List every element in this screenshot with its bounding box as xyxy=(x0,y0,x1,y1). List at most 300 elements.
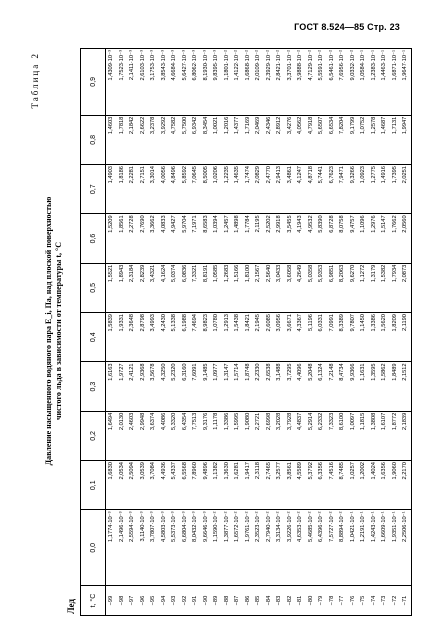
temperature-cell: −77 xyxy=(337,586,348,616)
pressure-cell: 6,9851 xyxy=(327,263,338,312)
temperature-cell: −94 xyxy=(159,586,170,616)
pressure-cell: 6,4354 xyxy=(180,411,191,460)
pressure-cell: 4,8718 xyxy=(306,165,317,214)
temperature-cell: −76 xyxy=(348,586,359,616)
pressure-cell: 1,7934 xyxy=(390,263,401,312)
pressure-cell: 5,3792 xyxy=(306,461,317,510)
pressure-cell: 7,8960 xyxy=(190,461,201,510)
pressure-cell: 3,3134·10⁻² xyxy=(274,510,285,586)
pressure-cell: 2,3523·10⁻² xyxy=(253,510,264,586)
pressure-cell: 9,7807 xyxy=(348,313,359,362)
pressure-cell: 2,2506·10⁻¹ xyxy=(400,510,411,586)
pressure-cell: 9,6270 xyxy=(348,263,359,312)
pressure-cell: 6,0331 xyxy=(316,313,327,362)
pressure-cell: 8,0432·10⁻³ xyxy=(190,510,201,586)
table-row xyxy=(274,49,285,616)
pressure-cell: 9,3266 xyxy=(348,165,359,214)
pressure-cell: 3,8561 xyxy=(285,461,296,510)
column-header: 0,3 xyxy=(81,362,106,411)
pressure-cell: 1,0206 xyxy=(211,165,222,214)
pressure-cell: 8,6100 xyxy=(337,411,348,460)
temperature-cell: −91 xyxy=(190,586,201,616)
pressure-cell: 2,7940·10⁻² xyxy=(264,510,275,586)
column-header: 0,4 xyxy=(81,313,106,362)
pressure-cell: 7,1971 xyxy=(190,214,201,263)
pressure-cell: 4,3367 xyxy=(295,313,306,362)
pressure-cell: 1,3595 xyxy=(369,362,380,411)
pressure-cell: 1,8561 xyxy=(117,214,128,263)
pressure-cell: 2,5202 xyxy=(264,214,275,263)
pressure-cell: 2,3118 xyxy=(253,461,264,510)
pressure-cell: 6,0836 xyxy=(180,263,191,312)
pressure-cell: 5,2048 xyxy=(306,362,317,411)
pressure-cell: 2,0109·10⁻² xyxy=(253,49,264,116)
pressure-cell: 1,1382 xyxy=(211,461,222,510)
table-row xyxy=(390,49,401,616)
pressure-cell: 1,7818 xyxy=(117,115,128,164)
table-row xyxy=(337,49,348,616)
pressure-cell: 1,0752 xyxy=(358,115,369,164)
table-row xyxy=(169,49,180,616)
table-row xyxy=(117,49,128,616)
table-row xyxy=(400,49,411,616)
pressure-cell: 7,8204 xyxy=(337,115,348,164)
temperature-cell: −97 xyxy=(127,586,138,616)
caption-line-2: чистого льда в зависимости от температуры t, °С xyxy=(54,241,63,421)
pressure-cell: 2,5094 xyxy=(127,461,138,510)
pressure-cell: 3,9226·10⁻² xyxy=(285,510,296,586)
pressure-cell: 2,2170 xyxy=(400,461,411,510)
pressure-cell: 2,1190 xyxy=(400,313,411,362)
pressure-cell: 2,8798 xyxy=(138,313,149,362)
pressure-cell: 7,5727·10⁻² xyxy=(327,510,338,586)
pressure-cell: 9,1799 xyxy=(348,115,359,164)
pressure-cell: 4,0833 xyxy=(159,214,170,263)
pressure-cell: 3,6671 xyxy=(285,313,296,362)
pressure-cell: 7,6091 xyxy=(190,362,201,411)
pressure-cell: 7,2148 xyxy=(327,362,338,411)
pressure-cell: 1,0257 xyxy=(348,461,359,510)
pressure-cell: 2,6103·10⁻³ xyxy=(138,49,149,116)
pressure-cell: 1,8943 xyxy=(117,263,128,312)
pressure-cell: 1,7523·10⁻³ xyxy=(117,49,128,116)
pressure-cell: 8,4734 xyxy=(337,362,348,411)
pressure-cell: 1,2235 xyxy=(222,165,233,214)
pressure-cell: 4,0056 xyxy=(159,165,170,214)
table-row xyxy=(379,49,390,616)
pressure-cell: 1,7131 xyxy=(390,115,401,164)
pressure-cell: 1,5620 xyxy=(379,313,390,362)
temperature-cell: −85 xyxy=(253,586,264,616)
pressure-cell: 3,7295 xyxy=(285,362,296,411)
pressure-cell: 1,4377 xyxy=(232,115,243,164)
pressure-cell: 8,8894·10⁻² xyxy=(337,510,348,586)
pressure-cell: 1,5209 xyxy=(106,214,117,263)
temperature-cell: −96 xyxy=(138,586,149,616)
pressure-cell: 9,4896 xyxy=(201,461,212,510)
pressure-cell: 1,3877·10⁻² xyxy=(222,510,233,586)
pressure-cell: 1,7784 xyxy=(243,214,254,263)
pressure-cell: 2,3929·10⁻² xyxy=(264,49,275,116)
pressure-cell: 1,5714 xyxy=(232,362,243,411)
column-header: 0,5 xyxy=(81,263,106,312)
pressure-cell: 5,3320 xyxy=(169,411,180,460)
table-row xyxy=(180,49,191,616)
pressure-cell: 5,7441 xyxy=(316,165,327,214)
temperature-cell: −80 xyxy=(306,586,317,616)
pressure-cell: 3,4276 xyxy=(285,115,296,164)
pressure-cell: 1,6163 xyxy=(106,362,117,411)
pressure-cell: 1,2775 xyxy=(369,165,380,214)
pressure-cell: 6,1988 xyxy=(180,313,191,362)
pressure-cell: 2,4770 xyxy=(264,165,275,214)
pressure-cell: 4,7582 xyxy=(169,115,180,164)
pressure-cell: 8,7485 xyxy=(337,461,348,510)
pressure-cell: 6,6534 xyxy=(327,115,338,164)
table-row xyxy=(211,49,222,616)
table-row xyxy=(295,49,306,616)
pressure-cell: 2,1945 xyxy=(253,313,264,362)
column-header: 0,0 xyxy=(81,510,106,586)
pressure-cell: 7,4516 xyxy=(327,461,338,510)
pressure-cell: 1,3147 xyxy=(222,362,233,411)
pressure-cell: 2,0130 xyxy=(117,411,128,460)
pressure-cell: 1,2002 xyxy=(358,461,369,510)
pressure-cell: 4,6353·10⁻² xyxy=(295,510,306,586)
pressure-cell: 1,5382 xyxy=(379,263,390,312)
table-row xyxy=(327,49,338,616)
pressure-cell: 8,0758 xyxy=(337,214,348,263)
table-row xyxy=(369,49,380,616)
pressure-cell: 1,9351·10⁻¹ xyxy=(390,510,401,586)
pressure-cell: 1,5839 xyxy=(106,313,117,362)
pressure-cell: 1,2191·10⁻¹ xyxy=(358,510,369,586)
pressure-cell: 4,5589 xyxy=(295,461,306,510)
pressure-cell: 3,2577 xyxy=(274,461,285,510)
pressure-cell: 5,8592 xyxy=(180,165,191,214)
temperature-cell: −92 xyxy=(180,586,191,616)
pressure-cell: 2,1411·10⁻³ xyxy=(127,49,138,116)
pressure-cell: 1,5521 xyxy=(106,263,117,312)
pressure-cell: 7,3321 xyxy=(190,263,201,312)
pressure-cell: 2,7690 xyxy=(138,214,149,263)
pressure-cell: 8,3454 xyxy=(201,115,212,164)
pressure-cell: 3,7807·10⁻³ xyxy=(148,510,159,586)
pressure-cell: 2,9948 xyxy=(138,411,149,460)
pressure-cell: 1,4122·10⁻² xyxy=(232,49,243,116)
temperature-cell: −82 xyxy=(285,586,296,616)
temperature-cell: −87 xyxy=(232,586,243,616)
pressure-cell: 1,1801·10⁻² xyxy=(222,49,233,116)
pressure-cell: 5,0374 xyxy=(169,263,180,312)
pressure-cell: 1,9727 xyxy=(117,362,128,411)
pressure-cell: 3,4993 xyxy=(148,313,159,362)
pressure-cell: 8,8191 xyxy=(201,263,212,312)
pressure-cell: 2,9413 xyxy=(274,165,285,214)
pressure-cell: 8,2063 xyxy=(337,263,348,312)
pressure-cell: 4,1943 xyxy=(295,214,306,263)
pressure-cell: 1,1450 xyxy=(358,313,369,362)
pressure-cell: 6,6804·10⁻³ xyxy=(180,510,191,586)
pressure-cell: 1,9331 xyxy=(117,313,128,362)
pressure-cell: 8,5005 xyxy=(201,165,212,214)
pressure-cell: 1,5995 xyxy=(232,411,243,460)
column-header: t, °С xyxy=(81,586,106,616)
pressure-cell: 3,3014 xyxy=(148,165,159,214)
pressure-cell: 1,3630 xyxy=(222,461,233,510)
pressure-cell: 1,2578 xyxy=(369,115,380,164)
pressure-cell: 2,2728 xyxy=(127,214,138,263)
temperature-cell: −99 xyxy=(106,586,117,616)
pressure-cell: 4,0562 xyxy=(295,115,306,164)
pressure-cell: 1,5862 xyxy=(379,362,390,411)
temperature-cell: −90 xyxy=(201,586,212,616)
pressure-cell: 2,7465 xyxy=(264,461,275,510)
table-row xyxy=(285,49,296,616)
pressure-cell: 2,3184 xyxy=(127,263,138,312)
pressure-cell: 4,1624 xyxy=(159,263,170,312)
pressure-cell: 1,6830 xyxy=(106,461,117,510)
pressure-cell: 7,7513 xyxy=(190,411,201,460)
table-row xyxy=(148,49,159,616)
pressure-cell: 1,7662 xyxy=(390,214,401,263)
pressure-cell: 1,4635 xyxy=(232,165,243,214)
pressure-cell: 1,1178 xyxy=(211,411,222,460)
pressure-cell: 2,5594·10⁻³ xyxy=(127,510,138,586)
pressure-cell: 2,1839 xyxy=(400,411,411,460)
pressure-cell: 2,0534 xyxy=(117,461,128,510)
pressure-cell: 4,7918 xyxy=(306,115,317,164)
pressure-cell: 3,5678 xyxy=(148,362,159,411)
pressure-cell: 2,3648 xyxy=(127,313,138,362)
pressure-cell: 1,2976 xyxy=(369,214,380,263)
table-row xyxy=(201,49,212,616)
page-header: ГОСТ 8.524—85 Стр. 23 xyxy=(294,22,400,32)
pressure-cell: 1,0584·10⁻¹ xyxy=(358,49,369,116)
pressure-cell: 3,0539 xyxy=(138,461,149,510)
pressure-cell: 1,9417 xyxy=(243,461,254,510)
table-row xyxy=(253,49,264,616)
pressure-cell: 1,8748 xyxy=(243,362,254,411)
pressure-cell: 5,6507 xyxy=(316,115,327,164)
temperature-cell: −79 xyxy=(316,586,327,616)
pressure-cell: 2,4346 xyxy=(264,115,275,164)
pressure-cell: 6,9342 xyxy=(190,115,201,164)
pressure-cell: 4,4936 xyxy=(159,461,170,510)
pressure-cell: 3,4861 xyxy=(285,165,296,214)
pressure-cell: 4,6684·10⁻³ xyxy=(169,49,180,116)
column-header: 0,1 xyxy=(81,461,106,510)
pressure-cell: 5,1338 xyxy=(169,313,180,362)
table-row xyxy=(190,49,201,616)
pressure-cell: 4,9427 xyxy=(169,214,180,263)
pressure-cell: 1,8186 xyxy=(117,165,128,214)
pressure-cell: 2,2330 xyxy=(253,362,264,411)
pressure-cell: 6,4396·10⁻² xyxy=(316,510,327,586)
pressure-cell: 4,3250 xyxy=(159,362,170,411)
temperature-cell: −86 xyxy=(243,586,254,616)
temperature-cell: −71 xyxy=(400,586,411,616)
pressure-cell: 5,2320 xyxy=(169,362,180,411)
column-header: 0,6 xyxy=(81,214,106,263)
pressure-cell: 1,2383·10⁻¹ xyxy=(369,49,380,116)
table-caption xyxy=(44,46,64,616)
pressure-cell: 4,2430 xyxy=(159,313,170,362)
pressure-cell: 1,6572·10⁻² xyxy=(232,510,243,586)
pressure-cell: 1,6609·10⁻¹ xyxy=(379,510,390,586)
table-row xyxy=(358,49,369,616)
pressure-cell: 7,4694 xyxy=(190,313,201,362)
pressure-cell: 8,6583 xyxy=(201,214,212,263)
pressure-cell: 2,0560 xyxy=(400,214,411,263)
pressure-cell: 6,5568 xyxy=(180,461,191,510)
pressure-cell: 1,0780 xyxy=(211,313,222,362)
pressure-cell: 1,8489 xyxy=(390,362,401,411)
table-row xyxy=(138,49,149,616)
pressure-cell: 5,9704 xyxy=(180,214,191,263)
pressure-cell: 1,2457 xyxy=(222,214,233,263)
pressure-cell: 7,9471 xyxy=(337,165,348,214)
pressure-cell: 6,3160 xyxy=(180,362,191,411)
pressure-cell: 8,1930·10⁻³ xyxy=(201,49,212,116)
table-row xyxy=(348,49,359,616)
pressure-cell: 6,2332 xyxy=(316,411,327,460)
pressure-cell: 3,2028 xyxy=(274,411,285,460)
temperature-cell: −95 xyxy=(148,586,159,616)
temperature-cell: −75 xyxy=(358,586,369,616)
pressure-cell: 2,6998 xyxy=(264,411,275,460)
pressure-cell: 9,0332·10⁻² xyxy=(348,49,359,116)
pressure-cell: 4,4837 xyxy=(295,411,306,460)
temperature-cell: −93 xyxy=(169,586,180,616)
pressure-cell: 5,6427·10⁻³ xyxy=(180,49,191,116)
pressure-cell: 1,0394 xyxy=(211,214,222,263)
ice-label: Лед xyxy=(66,598,76,614)
pressure-cell: 1,8421 xyxy=(243,313,254,362)
pressure-cell: 1,9080 xyxy=(243,411,254,460)
pressure-cell: 1,6868·10⁻² xyxy=(243,49,254,116)
pressure-cell: 3,8543·10⁻³ xyxy=(159,49,170,116)
pressure-cell: 2,5640 xyxy=(264,263,275,312)
pressure-cell: 3,1753·10⁻³ xyxy=(148,49,159,116)
pressure-cell: 3,4321 xyxy=(148,263,159,312)
pressure-cell: 2,0873 xyxy=(400,263,411,312)
pressure-cell: 5,4685·10⁻² xyxy=(306,510,317,586)
pressure-cell: 1,4916 xyxy=(379,165,390,214)
pressure-cell: 3,7084 xyxy=(148,461,159,510)
pressure-cell: 1,0421·10⁻¹ xyxy=(348,510,359,586)
pressure-cell: 1,2016 xyxy=(222,115,233,164)
pressure-cell: 2,6538 xyxy=(264,362,275,411)
pressure-cell: 2,2281 xyxy=(127,165,138,214)
pressure-cell: 2,8912 xyxy=(274,115,285,164)
pressure-cell: 2,1496·10⁻³ xyxy=(117,510,128,586)
pressure-cell: 5,5373·10⁻³ xyxy=(169,510,180,586)
pressure-table xyxy=(80,48,412,616)
pressure-cell: 4,9532 xyxy=(306,214,317,263)
temperature-cell: −89 xyxy=(211,586,222,616)
column-header: 0,9 xyxy=(81,49,106,116)
temperature-cell: −84 xyxy=(264,586,275,616)
table-number: Таблица 2 xyxy=(30,52,40,109)
pressure-cell: 1,0977 xyxy=(211,362,222,411)
pressure-cell: 4,7129·10⁻² xyxy=(306,49,317,116)
pressure-cell: 1,9947 xyxy=(400,115,411,164)
pressure-cell: 3,1488 xyxy=(274,362,285,411)
pressure-cell: 1,1096 xyxy=(358,214,369,263)
pressure-cell: 1,1631 xyxy=(358,362,369,411)
table-row xyxy=(106,49,117,616)
pressure-cell: 3,0956 xyxy=(274,313,285,362)
pressure-cell: 1,1815 xyxy=(358,411,369,460)
pressure-cell: 1,4898 xyxy=(232,214,243,263)
pressure-cell: 7,0991 xyxy=(327,313,338,362)
pressure-cell: 1,7169 xyxy=(243,115,254,164)
table-row xyxy=(127,49,138,616)
pressure-cell: 2,1842 xyxy=(127,115,138,164)
pressure-cell: 1,4024 xyxy=(369,461,380,510)
pressure-cell: 5,7500 xyxy=(180,115,191,164)
pressure-cell: 2,8239 xyxy=(138,263,149,312)
pressure-cell: 2,9918 xyxy=(274,214,285,263)
pressure-cell: 3,6374 xyxy=(148,411,159,460)
pressure-cell: 2,0469 xyxy=(253,115,264,164)
pressure-cell: 6,7623 xyxy=(327,165,338,214)
pressure-cell: 2,2721 xyxy=(253,411,264,460)
pressure-cell: 1,9060 xyxy=(390,461,401,510)
pressure-cell: 1,0097 xyxy=(348,411,359,460)
temperature-cell: −83 xyxy=(274,586,285,616)
pressure-cell: 2,9368 xyxy=(138,362,149,411)
pressure-cell: 4,2649 xyxy=(295,263,306,312)
pressure-cell: 3,3662 xyxy=(148,214,159,263)
pressure-cell: 1,5438 xyxy=(232,313,243,362)
pressure-cell: 1,7395 xyxy=(390,165,401,214)
pressure-cell: 6,5461·10⁻² xyxy=(327,49,338,116)
pressure-cell: 1,4309·10⁻³ xyxy=(106,49,117,116)
pressure-cell: 2,1195 xyxy=(253,214,264,263)
pressure-cell: 1,3179 xyxy=(369,263,380,312)
pressure-cell: 7,3323 xyxy=(327,411,338,460)
pressure-cell: 1,8100 xyxy=(243,263,254,312)
pressure-cell: 1,0923 xyxy=(358,165,369,214)
pressure-cell: 3,0433 xyxy=(274,263,285,312)
column-header: 0,2 xyxy=(81,411,106,460)
pressure-cell: 4,1247 xyxy=(295,165,306,214)
table-row xyxy=(306,49,317,616)
pressure-cell: 2,6085 xyxy=(264,313,275,362)
pressure-cell: 1,0021 xyxy=(211,115,222,164)
pressure-cell: 1,3386 xyxy=(222,411,233,460)
pressure-cell: 3,1140·10⁻³ xyxy=(138,510,149,586)
temperature-cell: −81 xyxy=(295,586,306,616)
pressure-cell: 9,1485 xyxy=(201,362,212,411)
pressure-cell: 3,2378 xyxy=(148,115,159,164)
pressure-cell: 1,9761·10⁻² xyxy=(243,510,254,586)
table-header-row xyxy=(81,49,106,616)
temperature-cell: −98 xyxy=(117,586,128,616)
pressure-cell: 8,3389 xyxy=(337,313,348,362)
pressure-cell: 1,8772 xyxy=(390,411,401,460)
pressure-cell: 1,4903 xyxy=(106,165,117,214)
rotated-table-block xyxy=(30,46,408,616)
pressure-cell: 6,3356 xyxy=(316,461,327,510)
temperature-cell: −88 xyxy=(222,586,233,616)
pressure-cell: 7,6956·10⁻² xyxy=(337,49,348,116)
pressure-cell: 7,0645 xyxy=(190,165,201,214)
temperature-cell: −72 xyxy=(390,586,401,616)
pressure-cell: 1,3386 xyxy=(369,313,380,362)
